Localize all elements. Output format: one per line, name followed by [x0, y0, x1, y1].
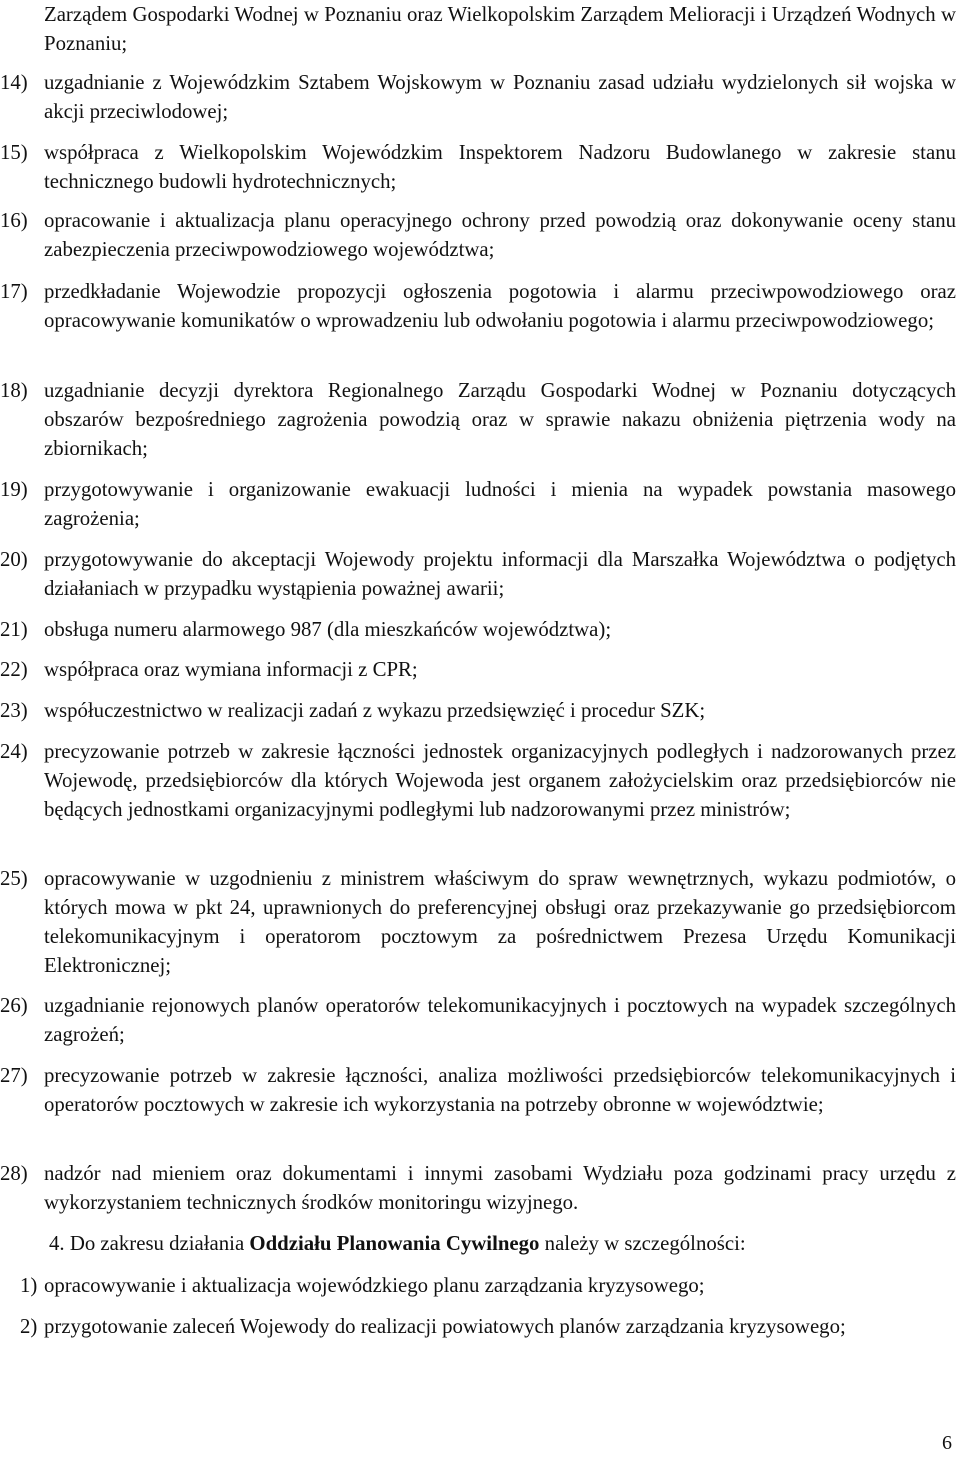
- item-number: 22): [0, 658, 28, 681]
- item-text: współuczestnictwo w realizacji zadań z wykazu przedsięwzięć i procedur SZK;: [44, 699, 706, 722]
- section-bold-unit: Oddziału Planowania Cywilnego: [249, 1232, 540, 1255]
- item-text: współpraca oraz wymiana informacji z CPR;: [44, 658, 418, 681]
- section-prefix: Do zakresu działania: [69, 1232, 245, 1255]
- item-text: współpraca z Wielkopolskim Wojewódzkim Inspektorem Nadzoru Budowlanego w zakresie stanu technicznego budowli hydrotechnicznych;: [44, 141, 956, 193]
- item-number: 20): [0, 548, 28, 571]
- item-text: precyzowanie potrzeb w zakresie łączności, analiza możliwości przedsiębiorców telekomunikacyjnych i operatorów pocztowych w zakresie ich wykorzystania na potrzeby obronne w województwie;: [44, 1064, 956, 1116]
- item-number: 1): [20, 1274, 38, 1297]
- item-text: uzgadnianie rejonowych planów operatorów telekomunikacyjnych i pocztowych na wypadek szczególnych zagrożeń;: [44, 994, 956, 1046]
- item-number: 18): [0, 379, 28, 402]
- item-text: przygotowywanie do akceptacji Wojewody projektu informacji dla Marszałka Województwa o podjętych działaniach w przypadku wystąpienia poważnej awarii;: [44, 548, 956, 600]
- item-number: 28): [0, 1162, 28, 1185]
- item-number: 27): [0, 1064, 28, 1087]
- item-text: opracowywanie i aktualizacja wojewódzkiego planu zarządzania kryzysowego;: [44, 1274, 705, 1297]
- section-number: 4.: [49, 1232, 65, 1255]
- item-number: 21): [0, 618, 28, 641]
- item-number: 17): [0, 280, 28, 303]
- item-number: 24): [0, 740, 28, 763]
- page-number: 6: [942, 1432, 952, 1454]
- item-number: 2): [20, 1315, 38, 1338]
- intro-paragraph: Zarządem Gospodarki Wodnej w Poznaniu oraz Wielkopolskim Zarządem Melioracji i Urządzeń Wodnych w Poznaniu;: [44, 3, 956, 55]
- item-number: 16): [0, 209, 28, 232]
- item-text: przygotowywanie i organizowanie ewakuacji ludności i mienia na wypadek powstania masowego zagrożenia;: [44, 478, 956, 530]
- item-number: 23): [0, 699, 28, 722]
- item-number: 19): [0, 478, 28, 501]
- item-number: 25): [0, 867, 28, 890]
- item-text: przygotowanie zaleceń Wojewody do realizacji powiatowych planów zarządzania kryzysowego;: [44, 1315, 846, 1338]
- item-number: 26): [0, 994, 28, 1017]
- item-text: nadzór nad mieniem oraz dokumentami i innymi zasobami Wydziału poza godzinami pracy urzędu z wykorzystaniem technicznych środków monitoringu wizyjnego.: [44, 1162, 956, 1214]
- item-text: opracowywanie w uzgodnieniu z ministrem właściwym do spraw wewnętrznych, wykazu podmiotów, o których mowa w pkt 24, uprawnionych do preferencyjnej obsługi oraz przekazywanie go przedsiębiorcom telekomunikacyjnym i operatorom pocztowym za pośrednictwem Prezesa Urzędu Komunikacji Elektronicznej;: [44, 867, 956, 977]
- item-number: 15): [0, 141, 28, 164]
- item-text: uzgadnianie decyzji dyrektora Regionalnego Zarządu Gospodarki Wodnej w Poznaniu dotyczących obszarów bezpośredniego zagrożenia powodzią oraz w sprawie nakazu obniżenia piętrzenia wody na zbiornikach;: [44, 379, 956, 460]
- item-number: 14): [0, 71, 28, 94]
- item-text: obsługa numeru alarmowego 987 (dla mieszkańców województwa);: [44, 618, 612, 641]
- item-text: opracowanie i aktualizacja planu operacyjnego ochrony przed powodzią oraz dokonywanie oceny stanu zabezpieczenia przeciwpowodziowego województwa;: [44, 209, 956, 261]
- item-text: uzgadnianie z Wojewódzkim Sztabem Wojskowym w Poznaniu zasad udziału wydzielonych sił wojska w akcji przeciwlodowej;: [44, 71, 956, 123]
- section-heading: [49, 1229, 949, 1258]
- section-suffix: należy w szczególności:: [544, 1232, 746, 1255]
- item-text: precyzowanie potrzeb w zakresie łączności jednostek organizacyjnych podległych i nadzorowanych przez Wojewodę, przedsiębiorców dla których Wojewoda jest organem założycielskim oraz przedsiębiorców nie będących jednostkami organizacyjnymi podległymi lub nadzorowanymi przez ministrów;: [44, 740, 956, 821]
- item-text: przedkładanie Wojewodzie propozycji ogłoszenia pogotowia i alarmu przeciwpowodziowego oraz opracowywanie komunikatów o wprowadzeniu lub odwołaniu pogotowia i alarmu przeciwpowodziowego;: [44, 280, 956, 332]
